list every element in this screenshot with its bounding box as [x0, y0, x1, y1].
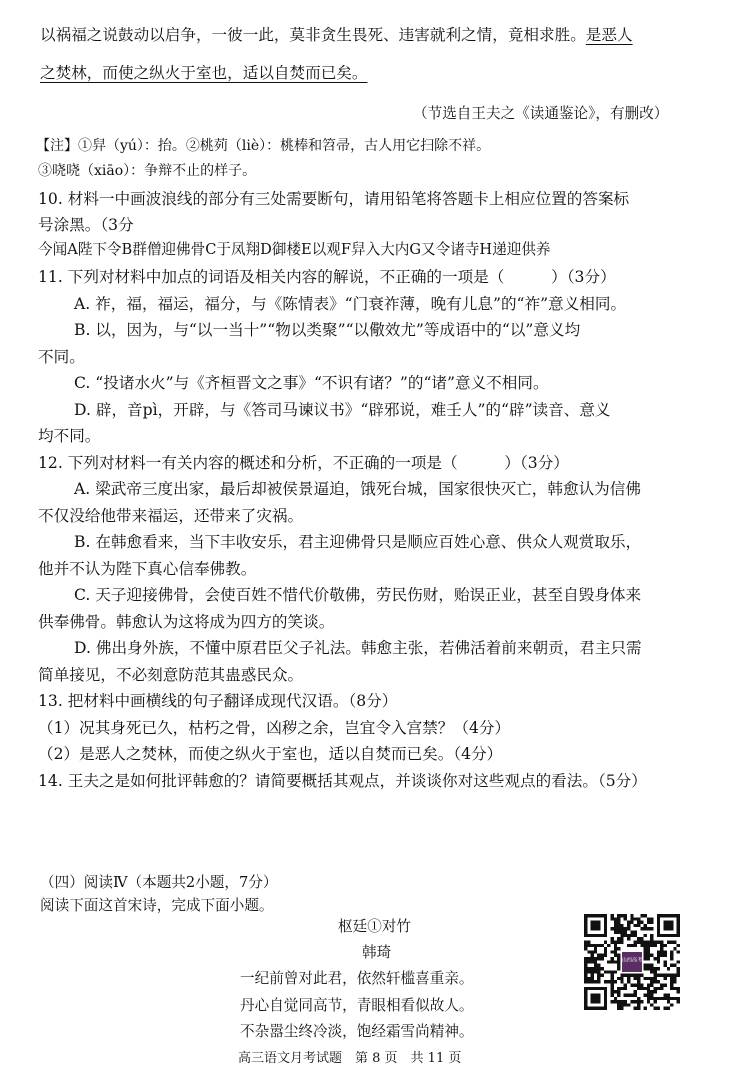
qr-code-graphic	[584, 914, 680, 1010]
question-10: 10. 材料一中画波浪线的部分有三处需要断句，请用铅笔将答题卡上相应位置的答案标	[38, 190, 630, 208]
poem-line-3: 不杂嚣尘终冷淡，饱经霜雪尚精神。	[240, 1023, 474, 1040]
q11-option-d: D. 辟，音pì，开辟，与《答司马谏议书》“辟邪说，难壬人”的“辟”读音、意义	[74, 401, 611, 419]
passage-line-1	[40, 28, 633, 44]
q11-option-a: A. 祚，福，福运，福分，与《陈情表》“门衰祚薄，晚有儿息”的“祚”意义相同。	[74, 295, 627, 313]
passage-source: （节选自王夫之《读通鉴论》，有删改）	[413, 105, 669, 122]
poem-author: 韩琦	[362, 944, 392, 961]
question-12: 12. 下列对材料一有关内容的概述和分析，不正确的一项是（ ）（3分）	[38, 454, 569, 472]
q12-option-c-cont: 供奉佛骨。韩愈认为这将成为四方的笑谈。	[38, 613, 335, 631]
q11-option-b: B. 以，因为，与“以一当十”“物以类聚”“以儆效尤”等成语中的“以”意义均	[74, 321, 581, 339]
poem-title: 枢廷①对竹	[338, 918, 411, 935]
q12-option-b-cont: 他并不认为陛下真心信奉佛教。	[38, 560, 257, 578]
question-11: 11. 下列对材料中加点的词语及相关内容的解说，不正确的一项是（ ）（3分）	[38, 268, 616, 286]
q12-option-a-cont: 不仅没给他带来福运，还带来了灾祸。	[38, 507, 304, 525]
section-4-heading: （四）阅读Ⅳ（本题共2小题，7分）	[40, 874, 278, 891]
q12-option-a: A. 梁武帝三度出家，最后却被侯景逼迫，饿死台城，国家很快灭亡，韩愈认为信佛	[74, 480, 641, 498]
page-footer: 高三语文月考试题 第 8 页 共 11 页	[238, 1051, 462, 1066]
section-4-intro: 阅读下面这首宋诗，完成下面小题。	[40, 897, 274, 914]
question-10-cont: 号涂黑。（3分	[38, 216, 134, 234]
q12-option-c: C. 天子迎接佛骨，会使百姓不惜代价敬佛，劳民伤财，贻误正业，甚至自毁身体来	[74, 586, 642, 604]
question-14: 14. 王夫之是如何批评韩愈的？请简要概括其观点，并谈谈你对这些观点的看法。（5分）	[38, 772, 647, 790]
q12-option-d-cont: 简单接见，不必刻意防范其蛊惑民众。	[38, 666, 304, 684]
passage-line-2: 之焚林，而使之纵火于室也，适以自焚而已矣。	[40, 64, 368, 82]
q12-option-b: B. 在韩愈看来，当下丰收安乐，君主迎佛骨只是顺应百姓心意、供众人观赏取乐，	[74, 533, 642, 551]
q13-item-2: （2）是恶人之焚林，而使之纵火于室也，适以自焚而已矣。（4分）	[38, 745, 503, 763]
question-13: 13. 把材料中画横线的句子翻译成现代汉语。（8分）	[38, 692, 398, 710]
qr-code	[584, 914, 680, 1010]
question-10-options: 今闻A陛下令B群僧迎佛骨C于凤翔D御楼E以观F舁入大内G又令诸寺H递迎供养	[38, 241, 551, 258]
qr-center-label: 山西高考	[621, 957, 643, 964]
underlined-sentence-start: 是恶人	[585, 26, 633, 44]
q11-option-c: C. “投诸水火”与《齐桓晋文之事》“不识有诸？”的“诸”意义不相同。	[74, 374, 549, 392]
q13-item-1: （1）况其身死已久，枯朽之骨，凶秽之余，岂宜令入宫禁？（4分）	[38, 719, 511, 737]
q12-option-d: D. 佛出身外族，不懂中原君臣父子礼法。韩愈主张，若佛活着前来朝贡，君主只需	[74, 639, 642, 657]
q11-option-d-cont: 均不同。	[38, 427, 101, 445]
poem-line-2: 丹心自觉同高节，青眼相看似故人。	[240, 997, 474, 1014]
poem-line-1: 一纪前曾对此君，依然轩槛喜重亲。	[240, 970, 474, 987]
annotation-1: 【注】①舁（yú）：抬。②桃茢（liè）：桃棒和笤帚，古人用它扫除不祥。	[36, 138, 491, 154]
passage-line-1-text: 以祸福之说鼓动以启争，一彼一此，莫非贪生畏死、违害就利之情，竟相求胜。	[40, 26, 586, 44]
q11-option-b-cont: 不同。	[38, 348, 85, 366]
annotation-2: ③哓哓（xiāo）：争辩不止的样子。	[38, 163, 257, 179]
